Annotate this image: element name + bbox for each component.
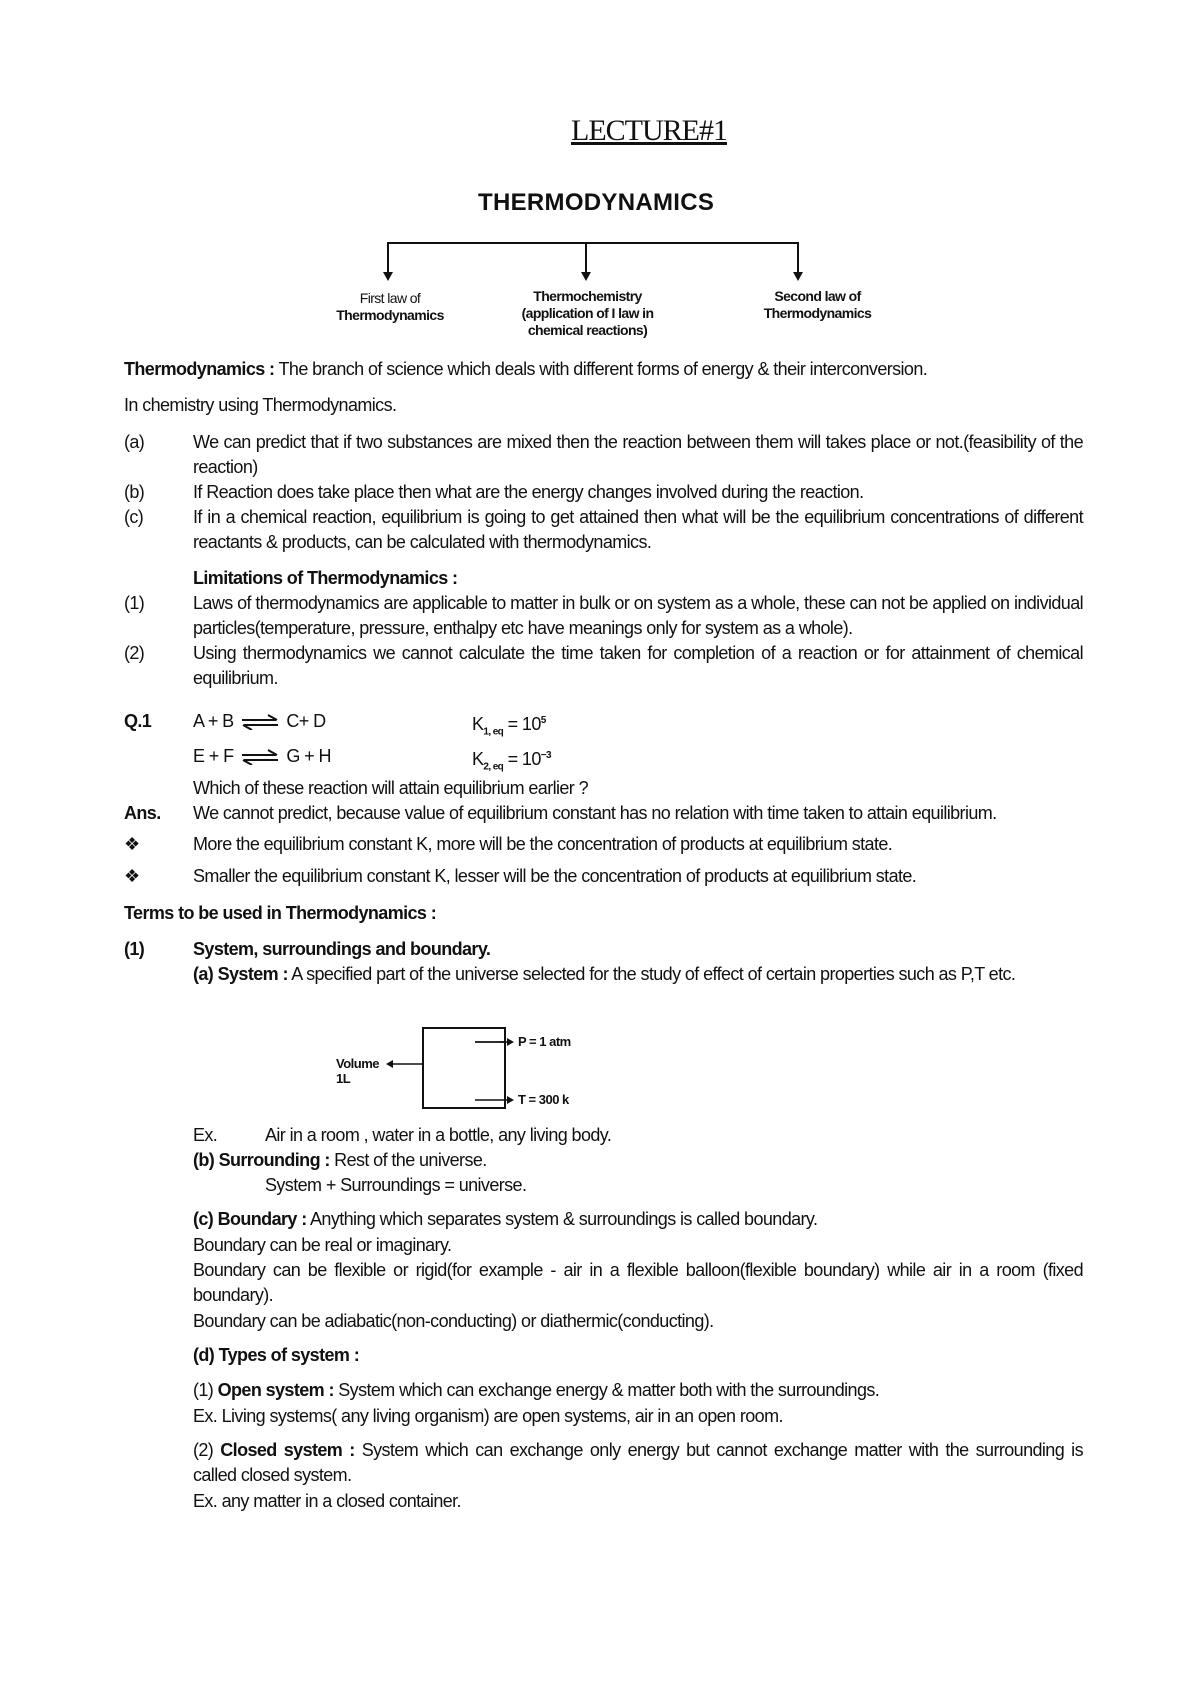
surrounding-label: (b) Surrounding : — [193, 1150, 330, 1170]
branch-thermochemistry-line1: Thermochemistry — [533, 288, 642, 304]
definition-term: Thermodynamics : — [124, 359, 275, 379]
terms-heading: Terms to be used in Thermodynamics : — [124, 903, 437, 923]
equilibrium-arrow-icon — [240, 714, 280, 730]
closed-system-number: (2) — [193, 1440, 221, 1460]
reaction-2-products: G + H — [286, 746, 331, 766]
branch-thermochemistry-line3: chemical reactions) — [527, 322, 648, 338]
boundary-line-1: Boundary can be real or imaginary. — [193, 1235, 452, 1255]
k1-equals: = 10 — [503, 714, 541, 734]
k1-value — [472, 709, 546, 745]
use-a-text: We can predict that if two substances are mixed then the reaction between them will takes place or not.(feasibility of the reaction) — [193, 432, 1083, 477]
diagram-temperature: T = 300 k — [518, 1092, 569, 1107]
use-c-text: If in a chemical reaction, equilibrium is going to get attained then what will be the equilibrium concentrations of different reactants & products, can be calculated with thermodynamics. — [193, 507, 1083, 552]
limitation-1-marker: (1) — [124, 593, 145, 613]
limitation-2-text: Using thermodynamics we cannot calculate the time taken for completion of a reaction or for attainment of chemical equilibrium. — [193, 643, 1083, 688]
k1-symbol: K — [472, 714, 484, 734]
closed-system-definition — [193, 1438, 1083, 1488]
boundary-text: Anything which separates system & surroundings is called boundary. — [306, 1209, 818, 1229]
answer-text: We cannot predict, because value of equilibrium constant has no relation with time taken to attain equilibrium. — [193, 803, 997, 823]
question-text: Which of these reaction will attain equilibrium earlier ? — [193, 778, 588, 798]
closed-system-example: Ex. any matter in a closed container. — [193, 1491, 461, 1511]
branch-first-law-line1: First law of — [359, 290, 421, 306]
open-system-label: Open system : — [217, 1380, 334, 1400]
boundary-definition — [193, 1207, 817, 1231]
limitations-heading: Limitations of Thermodynamics : — [193, 568, 458, 588]
definition-text: The branch of science which deals with different forms of energy & their interconversion. — [274, 359, 928, 379]
diagram-volume-value: 1L — [336, 1071, 351, 1086]
branch-thermochemistry — [505, 288, 670, 339]
use-b-marker: (b) — [124, 482, 145, 502]
reaction-1 — [193, 709, 325, 733]
branch-first-law — [320, 290, 460, 324]
system-label: (a) System : — [193, 964, 288, 984]
diagram-pressure: P = 1 atm — [518, 1034, 571, 1049]
k2-subscript: 2, eq — [483, 761, 504, 773]
closed-system-label: Closed system : — [220, 1440, 355, 1460]
k1-exponent: 5 — [540, 715, 546, 726]
branch-first-law-line2: Thermodynamics — [336, 307, 444, 323]
branch-second-law — [750, 288, 885, 322]
diagram-volume-label: Volume — [336, 1056, 379, 1071]
equilibrium-arrow-icon — [240, 749, 280, 765]
bullet-icon: ❖ — [124, 866, 140, 886]
bullet-2-text: Smaller the equilibrium constant K, lesser will be the concentration of products at equilibrium state. — [193, 866, 917, 886]
types-heading: (d) Types of system : — [193, 1345, 360, 1365]
branch-tree-lines — [370, 238, 820, 283]
system-text: A specified part of the universe selected for the study of effect of certain properties such as P,T etc. — [287, 964, 1016, 984]
terms-subheading: System, surroundings and boundary. — [193, 939, 491, 959]
surrounding-definition — [193, 1148, 487, 1172]
reaction-2 — [193, 744, 331, 768]
diagram-volume — [336, 1056, 379, 1086]
use-b-text: If Reaction does take place then what are the energy changes involved during the reaction. — [193, 482, 864, 502]
use-a-marker: (a) — [124, 432, 145, 452]
use-c-marker: (c) — [124, 507, 144, 527]
branch-second-law-line2: Thermodynamics — [763, 305, 872, 321]
bullet-icon: ❖ — [124, 834, 140, 854]
closed-system-text: System which can exchange only energy but cannot exchange matter with the surrounding is called closed system. — [193, 1440, 1083, 1485]
boundary-line-3: Boundary can be adiabatic(non-conducting) or diathermic(conducting). — [193, 1311, 714, 1331]
bullet-1-text: More the equilibrium constant K, more will be the concentration of products at equilibrium state. — [193, 834, 893, 854]
system-definition — [193, 962, 1083, 987]
boundary-line-2: Boundary can be flexible or rigid(for example - air in a flexible balloon(flexible boundary) while air in a room (fixed boundary). — [193, 1260, 1083, 1305]
page-title: THERMODYNAMICS — [478, 189, 715, 216]
k1-subscript: 1, eq — [483, 726, 504, 738]
open-system-example: Ex. Living systems( any living organism) are open systems, air in an open room. — [193, 1406, 783, 1426]
question-label: Q.1 — [124, 711, 152, 731]
open-system-text: System which can exchange energy & matter both with the surroundings. — [333, 1380, 880, 1400]
pressure-arrow-icon — [507, 1038, 514, 1046]
reaction-1-reactants: A + B — [193, 711, 234, 731]
terms-marker: (1) — [124, 939, 145, 959]
temperature-arrow-icon — [507, 1096, 514, 1104]
definition — [124, 357, 927, 381]
limitation-2-marker: (2) — [124, 643, 145, 663]
example-label: Ex. — [193, 1125, 218, 1145]
volume-arrow-icon — [386, 1060, 393, 1068]
surrounding-text: Rest of the universe. — [329, 1150, 487, 1170]
open-system-definition — [193, 1378, 879, 1402]
answer-label: Ans. — [124, 803, 161, 823]
open-system-number: (1) — [193, 1380, 218, 1400]
branch-thermochemistry-line2: (application of I law in — [521, 305, 654, 321]
universe-equation: System + Surroundings = universe. — [265, 1175, 527, 1195]
k2-equals: = 10 — [503, 749, 541, 769]
k2-symbol: K — [472, 749, 484, 769]
intro-text: In chemistry using Thermodynamics. — [124, 395, 397, 415]
reaction-1-products: C+ D — [286, 711, 326, 731]
k2-exponent: −3 — [540, 750, 551, 761]
lecture-heading: LECTURE#1 — [571, 114, 727, 147]
k2-value — [472, 744, 551, 780]
example-text: Air in a room , water in a bottle, any living body. — [265, 1125, 612, 1145]
reaction-2-reactants: E + F — [193, 746, 234, 766]
limitation-1-text: Laws of thermodynamics are applicable to matter in bulk or on system as a whole, these can not be applied on individual particles(temperature, pressure, enthalpy etc have meanings only for system as a whole). — [193, 593, 1083, 638]
boundary-label: (c) Boundary : — [193, 1209, 307, 1229]
branch-second-law-line1: Second law of — [774, 288, 861, 304]
